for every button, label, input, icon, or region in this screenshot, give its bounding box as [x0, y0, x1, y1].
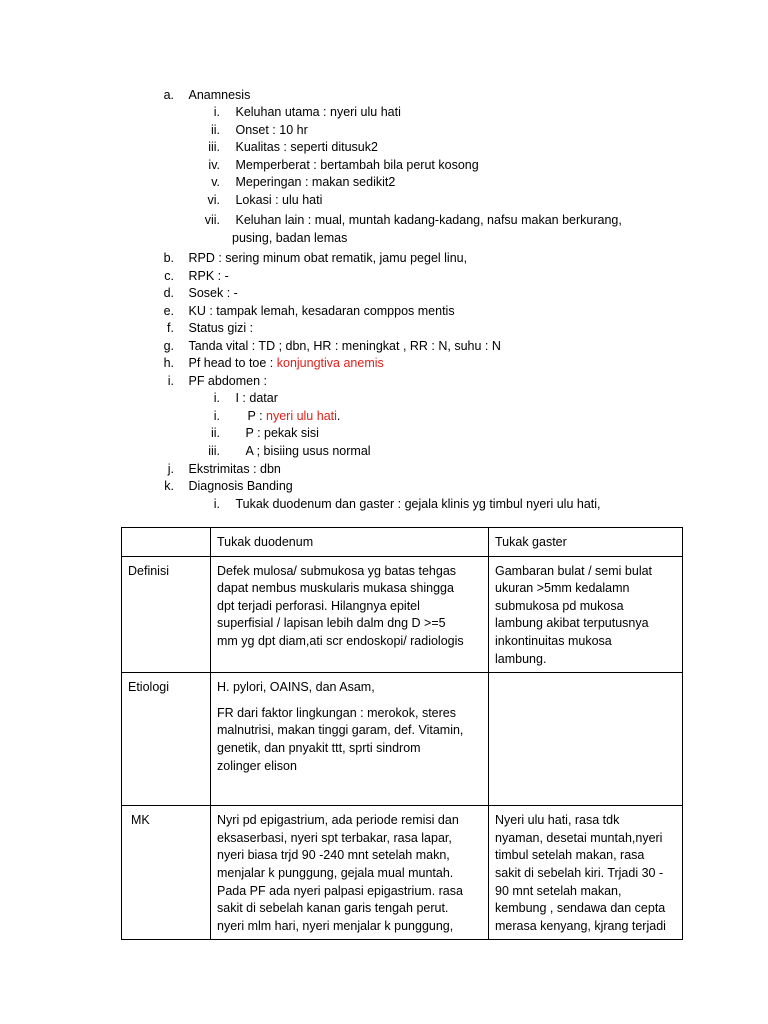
highlighted-finding: nyeri ulu hati	[266, 409, 337, 423]
outline-item-i-1	[190, 390, 278, 407]
row-label: Definisi	[122, 556, 211, 673]
list-marker: i.	[167, 374, 174, 388]
cell-line: mm yg dpt diam,ati scr endoskopi/ radiologis	[217, 633, 464, 648]
list-marker: vii.	[204, 213, 220, 227]
highlighted-finding: konjungtiva anemis	[276, 356, 384, 370]
list-text: Meperingan : makan sedikit2	[235, 175, 396, 189]
outline-item-k-i	[190, 496, 601, 513]
cell-line: lambung akibat terputusnya	[495, 616, 649, 631]
cell-line: zolinger elison	[217, 758, 297, 773]
table-header-row	[122, 528, 683, 557]
cell-line: dapat nembus muskularis mukasa shingga	[217, 581, 454, 596]
cell-line: sakit di sebelah kanan garis tengah perut.	[217, 901, 449, 916]
list-text: I : datar	[235, 391, 278, 405]
cell-line: Nyeri ulu hati, rasa tdk	[495, 813, 620, 828]
list-text: P : pekak sisi	[245, 426, 319, 440]
list-marker: i.	[213, 497, 220, 511]
list-marker: i.	[213, 105, 220, 119]
outline-item-f	[160, 320, 253, 337]
list-marker: ii.	[210, 123, 220, 137]
list-marker: vi.	[207, 193, 220, 207]
table-row-etiologi	[122, 673, 683, 806]
cell-line: Pada PF ada nyeri palpasi epigastrium. rasa	[217, 883, 463, 898]
list-text: Keluhan utama : nyeri ulu hati	[235, 105, 401, 119]
row-label: Etiologi	[122, 673, 211, 806]
list-marker: e.	[163, 304, 174, 318]
list-marker: j.	[167, 462, 174, 476]
cell-line: H. pylori, OAINS, dan Asam,	[217, 680, 375, 695]
cell-line: inkontinuitas mukosa	[495, 633, 612, 648]
list-text: Anamnesis	[188, 88, 251, 102]
cell-duodenum	[211, 556, 489, 673]
cell-line: merasa kenyang, kjrang terjadi	[495, 918, 666, 933]
cell-line: sakit di sebelah kiri. Trjadi 30 -	[495, 865, 664, 880]
outline-item-a-ii	[190, 122, 308, 139]
cell-line: menjalar k punggung, gejala mual muntah.	[217, 865, 454, 880]
outline-item-a-iii	[190, 139, 378, 156]
list-text: Onset : 10 hr	[235, 123, 308, 137]
outline-item-a-vii	[190, 212, 622, 229]
cell-gaster	[489, 806, 683, 940]
list-text: RPD : sering minum obat rematik, jamu pegel linu,	[188, 251, 468, 265]
cell-line: 90 mnt setelah makan,	[495, 883, 622, 898]
cell-duodenum	[211, 673, 489, 806]
list-text: Tanda vital : TD ; dbn, HR : meningkat , RR : N, suhu : N	[188, 339, 501, 353]
list-text: Status gizi :	[188, 321, 254, 335]
outline-item-i-4	[190, 443, 371, 460]
outline-item-a-vi	[190, 192, 322, 209]
cell-line: malnutrisi, makan tinggi garam, def. Vitamin,	[217, 723, 464, 738]
list-text: Memperberat : bertambah bila perut kosong	[235, 158, 479, 172]
outline-item-h	[160, 355, 384, 372]
cell-line: nyeri biasa trjd 90 -240 mnt setelah makn,	[217, 848, 450, 863]
list-text: RPK : -	[188, 269, 229, 283]
table-header-cell	[122, 528, 211, 557]
list-marker: b.	[163, 251, 174, 265]
list-marker: f.	[167, 321, 174, 335]
cell-line: eksaserbasi, nyeri spt terbakar, rasa lapar,	[217, 830, 452, 845]
list-marker: g.	[163, 339, 174, 353]
list-text: Tukak duodenum dan gaster : gejala klinis yg timbul nyeri ulu hati,	[235, 497, 601, 511]
list-marker: iii.	[208, 140, 220, 154]
outline-item-c	[160, 268, 229, 285]
cell-line: lambung.	[495, 651, 547, 666]
cell-gaster-empty	[489, 673, 683, 806]
outline-item-g	[160, 338, 501, 355]
cell-gaster	[489, 556, 683, 673]
cell-line: nyaman, desetai muntah,nyeri	[495, 830, 663, 845]
list-marker: a.	[163, 88, 174, 102]
outline-item-k	[160, 478, 293, 495]
list-text: P :	[247, 409, 267, 423]
list-text: Sosek : -	[188, 286, 238, 300]
outline-item-b	[160, 250, 467, 267]
cell-line: kembung , sendawa dan cepta	[495, 901, 666, 916]
differential-diagnosis-table	[121, 527, 683, 940]
list-text-tail: .	[336, 409, 341, 423]
list-marker: h.	[163, 356, 174, 370]
outline-item-i	[160, 373, 267, 390]
cell-line: Defek mulosa/ submukosa yg batas tehgas	[217, 563, 457, 578]
list-text: KU : tampak lemah, kesadaran comppos mentis	[188, 304, 455, 318]
cell-line: dpt terjadi perforasi. Hilangnya epitel	[217, 598, 420, 613]
cell-line: FR dari faktor lingkungan : merokok, steres	[217, 705, 456, 720]
table-header-cell: Tukak gaster	[489, 528, 683, 557]
list-marker: i.	[213, 409, 220, 423]
list-marker: v.	[211, 175, 220, 189]
outline-item-a-vii-continued	[232, 230, 347, 247]
cell-line: superfisial / lapisan lebih dalm dng D >=5	[217, 616, 446, 631]
list-marker: d.	[163, 286, 174, 300]
list-text: Diagnosis Banding	[188, 479, 293, 493]
list-text: Lokasi : ulu hati	[235, 193, 323, 207]
list-text-continued: pusing, badan lemas	[232, 231, 348, 245]
cell-duodenum	[211, 806, 489, 940]
list-text: A ; bisiing usus normal	[245, 444, 371, 458]
cell-line: ukuran >5mm kedalamn	[495, 581, 630, 596]
cell-line: timbul setelah makan, rasa	[495, 848, 645, 863]
outline-item-i-3	[190, 425, 319, 442]
table-header-cell: Tukak duodenum	[211, 528, 489, 557]
outline-item-e	[160, 303, 455, 320]
list-text: PF abdomen :	[188, 374, 267, 388]
outline-item-a-v	[190, 174, 395, 191]
cell-line: Gambaran bulat / semi bulat	[495, 563, 653, 578]
row-label: MK	[122, 806, 211, 940]
list-text: Keluhan lain : mual, muntah kadang-kadang, nafsu makan berkurang,	[235, 213, 622, 227]
outline-item-a	[160, 87, 250, 104]
outline-item-a-iv	[190, 157, 479, 174]
cell-line: Nyri pd epigastrium, ada periode remisi dan	[217, 813, 459, 828]
list-marker: ii.	[210, 426, 220, 440]
cell-line: submukosa pd mukosa	[495, 598, 624, 613]
outline-item-j	[160, 461, 281, 478]
table-row-mk	[122, 806, 683, 940]
list-marker: iv.	[208, 158, 220, 172]
outline-item-d	[160, 285, 238, 302]
list-text: Kualitas : seperti ditusuk2	[235, 140, 378, 154]
list-marker: k.	[164, 479, 174, 493]
list-text: Ekstrimitas : dbn	[188, 462, 281, 476]
table-row-definisi	[122, 556, 683, 673]
outline-item-a-i	[190, 104, 401, 121]
list-marker: i.	[213, 391, 220, 405]
list-marker: c.	[164, 269, 174, 283]
list-marker: iii.	[208, 444, 220, 458]
list-text: Pf head to toe :	[188, 356, 277, 370]
cell-line: nyeri mlm hari, nyeri menjalar k punggung,	[217, 918, 454, 933]
outline-item-i-2	[190, 408, 340, 425]
cell-line: genetik, dan pnyakit ttt, sprti sindrom	[217, 740, 421, 755]
